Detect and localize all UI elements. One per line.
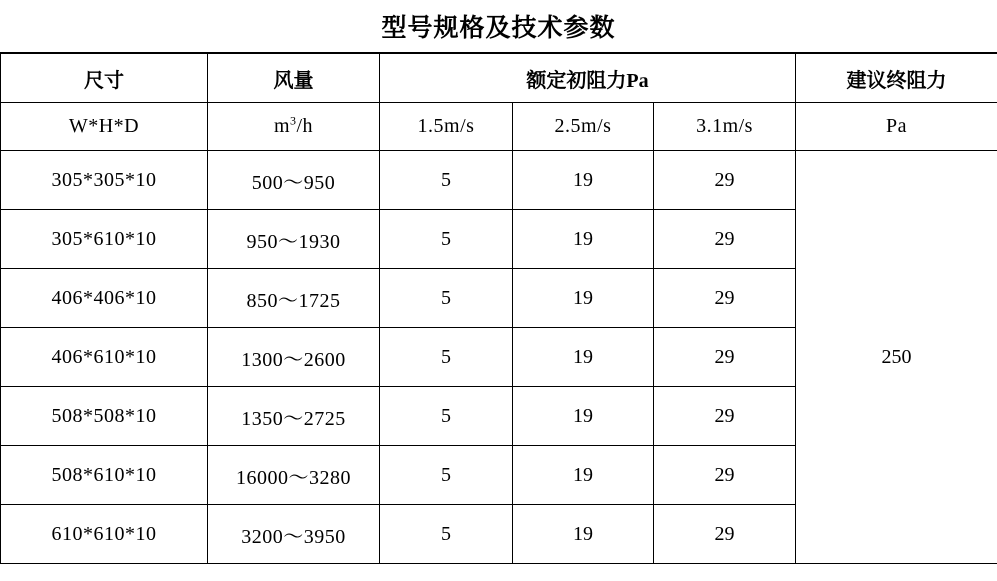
- cell-airflow: 1300～2600: [208, 328, 380, 387]
- table-header-row-1: [1, 54, 997, 103]
- cell-size: 406*406*10: [1, 269, 208, 328]
- cell-size: 508*508*10: [1, 387, 208, 446]
- cell-resistance-1: 5: [380, 328, 513, 387]
- header-size: 尺寸: [1, 54, 208, 103]
- cell-resistance-3: 29: [654, 387, 796, 446]
- cell-resistance-3: 29: [654, 328, 796, 387]
- cell-final-resistance-value: 250: [796, 151, 997, 564]
- cell-resistance-1: 5: [380, 387, 513, 446]
- cell-airflow: 500～950: [208, 151, 380, 210]
- header-final-resistance: 建议终阻力: [796, 54, 997, 103]
- airflow-unit-exponent: 3: [290, 113, 297, 128]
- header-speed-2: 2.5m/s: [513, 103, 654, 151]
- cell-resistance-2: 19: [513, 328, 654, 387]
- cell-resistance-2: 19: [513, 505, 654, 564]
- cell-airflow: 950～1930: [208, 210, 380, 269]
- cell-resistance-1: 5: [380, 446, 513, 505]
- table-header-row-2: [1, 103, 997, 151]
- header-size-unit: W*H*D: [1, 103, 208, 151]
- cell-resistance-3: 29: [654, 446, 796, 505]
- cell-airflow: 1350～2725: [208, 387, 380, 446]
- table-row: [1, 151, 997, 210]
- airflow-unit-base: m: [273, 115, 290, 137]
- cell-size: 406*610*10: [1, 328, 208, 387]
- cell-resistance-3: 29: [654, 269, 796, 328]
- cell-resistance-2: 19: [513, 151, 654, 210]
- cell-size: 305*305*10: [1, 151, 208, 210]
- cell-resistance-3: 29: [654, 210, 796, 269]
- header-initial-resistance: 额定初阻力Pa: [380, 54, 796, 103]
- document-title-row: [0, 0, 997, 53]
- cell-size: 305*610*10: [1, 210, 208, 269]
- airflow-unit-rest: /h: [296, 115, 314, 137]
- specification-table: [0, 53, 997, 564]
- header-speed-3: 3.1m/s: [654, 103, 796, 151]
- cell-resistance-1: 5: [380, 269, 513, 328]
- cell-resistance-3: 29: [654, 151, 796, 210]
- header-speed-1: 1.5m/s: [380, 103, 513, 151]
- cell-resistance-3: 29: [654, 505, 796, 564]
- cell-resistance-2: 19: [513, 446, 654, 505]
- cell-resistance-2: 19: [513, 269, 654, 328]
- cell-size: 610*610*10: [1, 505, 208, 564]
- cell-airflow: 850～1725: [208, 269, 380, 328]
- cell-resistance-2: 19: [513, 210, 654, 269]
- cell-resistance-2: 19: [513, 387, 654, 446]
- header-airflow-unit: [208, 103, 380, 151]
- page-title: 型号规格及技术参数: [381, 15, 616, 42]
- cell-resistance-1: 5: [380, 505, 513, 564]
- cell-airflow: 16000～3280: [208, 446, 380, 505]
- header-final-unit: Pa: [796, 103, 997, 151]
- cell-resistance-1: 5: [380, 151, 513, 210]
- cell-size: 508*610*10: [1, 446, 208, 505]
- header-airflow: 风量: [208, 54, 380, 103]
- cell-airflow: 3200～3950: [208, 505, 380, 564]
- cell-resistance-1: 5: [380, 210, 513, 269]
